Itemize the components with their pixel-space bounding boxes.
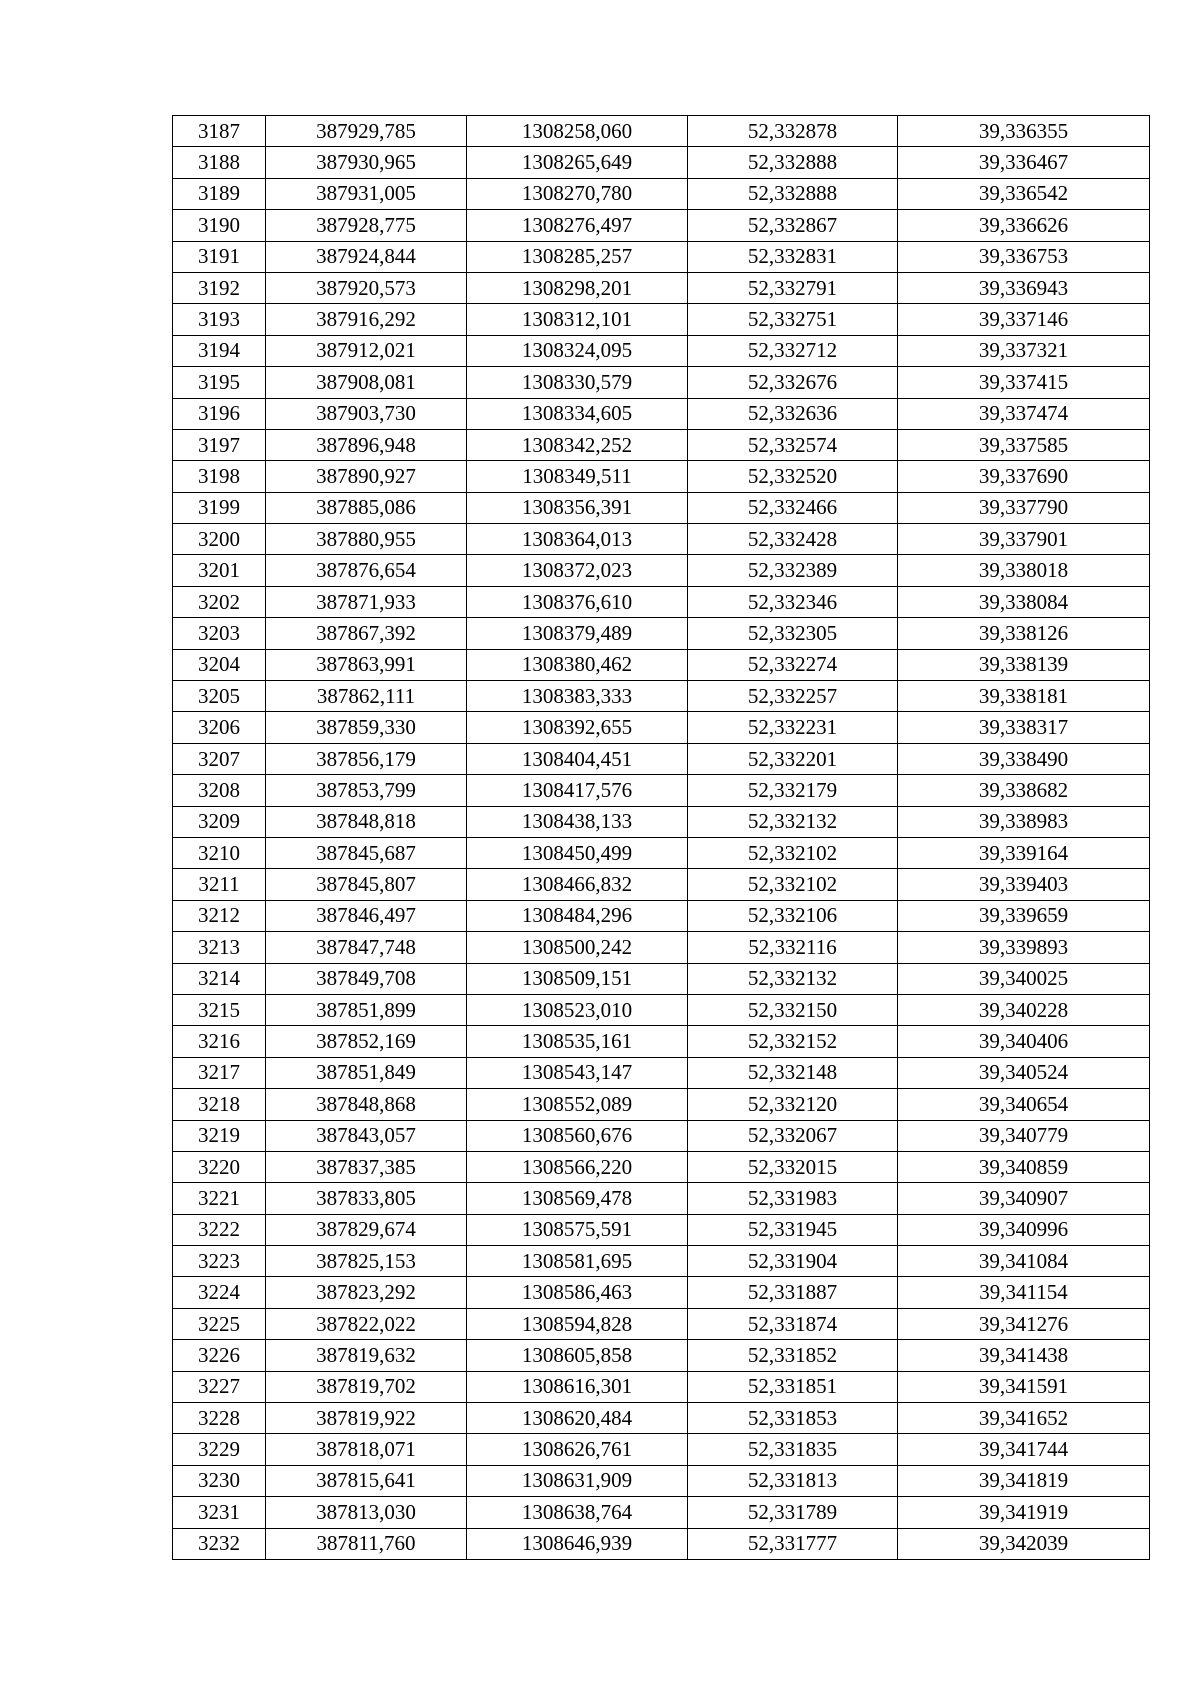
- y-coordinate-cell: 1308298,201: [467, 272, 688, 303]
- y-coordinate-cell: 1308552,089: [467, 1089, 688, 1120]
- table-row: [173, 116, 1150, 147]
- latitude-cell: 52,331852: [688, 1340, 898, 1371]
- x-coordinate-cell: 387862,111: [266, 681, 467, 712]
- x-coordinate-cell: 387871,933: [266, 586, 467, 617]
- y-coordinate-cell: 1308404,451: [467, 743, 688, 774]
- longitude-cell: 39,336355: [898, 116, 1150, 147]
- y-coordinate-cell: 1308626,761: [467, 1434, 688, 1465]
- y-coordinate-cell: 1308438,133: [467, 806, 688, 837]
- y-coordinate-cell: 1308620,484: [467, 1403, 688, 1434]
- table-row: [173, 1371, 1150, 1402]
- y-coordinate-cell: 1308450,499: [467, 837, 688, 868]
- latitude-cell: 52,332389: [688, 555, 898, 586]
- x-coordinate-cell: 387916,292: [266, 304, 467, 335]
- longitude-cell: 39,338126: [898, 618, 1150, 649]
- x-coordinate-cell: 387880,955: [266, 524, 467, 555]
- longitude-cell: 39,340654: [898, 1089, 1150, 1120]
- table-row: [173, 1089, 1150, 1120]
- table-row: [173, 1465, 1150, 1496]
- table-row: [173, 241, 1150, 272]
- x-coordinate-cell: 387851,899: [266, 994, 467, 1025]
- y-coordinate-cell: 1308265,649: [467, 147, 688, 178]
- longitude-cell: 39,338317: [898, 712, 1150, 743]
- point-number-cell: 3192: [173, 272, 266, 303]
- y-coordinate-cell: 1308500,242: [467, 932, 688, 963]
- point-number-cell: 3193: [173, 304, 266, 335]
- table-row: [173, 555, 1150, 586]
- y-coordinate-cell: 1308379,489: [467, 618, 688, 649]
- x-coordinate-cell: 387818,071: [266, 1434, 467, 1465]
- longitude-cell: 39,337901: [898, 524, 1150, 555]
- x-coordinate-cell: 387896,948: [266, 429, 467, 460]
- table-row: [173, 837, 1150, 868]
- latitude-cell: 52,331874: [688, 1308, 898, 1339]
- latitude-cell: 52,332676: [688, 367, 898, 398]
- longitude-cell: 39,338084: [898, 586, 1150, 617]
- table-row: [173, 806, 1150, 837]
- x-coordinate-cell: 387823,292: [266, 1277, 467, 1308]
- y-coordinate-cell: 1308334,605: [467, 398, 688, 429]
- longitude-cell: 39,339403: [898, 869, 1150, 900]
- longitude-cell: 39,336542: [898, 178, 1150, 209]
- point-number-cell: 3223: [173, 1246, 266, 1277]
- y-coordinate-cell: 1308484,296: [467, 900, 688, 931]
- latitude-cell: 52,332179: [688, 775, 898, 806]
- x-coordinate-cell: 387845,687: [266, 837, 467, 868]
- table-row: [173, 994, 1150, 1025]
- point-number-cell: 3214: [173, 963, 266, 994]
- latitude-cell: 52,331789: [688, 1497, 898, 1528]
- latitude-cell: 52,332878: [688, 116, 898, 147]
- table-row: [173, 335, 1150, 366]
- x-coordinate-cell: 387833,805: [266, 1183, 467, 1214]
- longitude-cell: 39,341744: [898, 1434, 1150, 1465]
- point-number-cell: 3210: [173, 837, 266, 868]
- longitude-cell: 39,338139: [898, 649, 1150, 680]
- longitude-cell: 39,338181: [898, 681, 1150, 712]
- table-row: [173, 524, 1150, 555]
- y-coordinate-cell: 1308356,391: [467, 492, 688, 523]
- point-number-cell: 3231: [173, 1497, 266, 1528]
- longitude-cell: 39,337690: [898, 461, 1150, 492]
- x-coordinate-cell: 387815,641: [266, 1465, 467, 1496]
- latitude-cell: 52,332132: [688, 963, 898, 994]
- table-row: [173, 272, 1150, 303]
- y-coordinate-cell: 1308535,161: [467, 1026, 688, 1057]
- longitude-cell: 39,340524: [898, 1057, 1150, 1088]
- x-coordinate-cell: 387853,799: [266, 775, 467, 806]
- x-coordinate-cell: 387851,849: [266, 1057, 467, 1088]
- x-coordinate-cell: 387848,868: [266, 1089, 467, 1120]
- point-number-cell: 3209: [173, 806, 266, 837]
- table-row: [173, 1434, 1150, 1465]
- latitude-cell: 52,332102: [688, 837, 898, 868]
- table-row: [173, 649, 1150, 680]
- point-number-cell: 3222: [173, 1214, 266, 1245]
- x-coordinate-cell: 387867,392: [266, 618, 467, 649]
- longitude-cell: 39,341438: [898, 1340, 1150, 1371]
- x-coordinate-cell: 387908,081: [266, 367, 467, 398]
- latitude-cell: 52,331853: [688, 1403, 898, 1434]
- table-row: [173, 1151, 1150, 1182]
- point-number-cell: 3191: [173, 241, 266, 272]
- longitude-cell: 39,337146: [898, 304, 1150, 335]
- y-coordinate-cell: 1308380,462: [467, 649, 688, 680]
- point-number-cell: 3194: [173, 335, 266, 366]
- y-coordinate-cell: 1308324,095: [467, 335, 688, 366]
- table-row: [173, 1497, 1150, 1528]
- longitude-cell: 39,341084: [898, 1246, 1150, 1277]
- longitude-cell: 39,338018: [898, 555, 1150, 586]
- x-coordinate-cell: 387847,748: [266, 932, 467, 963]
- table-row: [173, 147, 1150, 178]
- point-number-cell: 3221: [173, 1183, 266, 1214]
- longitude-cell: 39,337321: [898, 335, 1150, 366]
- y-coordinate-cell: 1308560,676: [467, 1120, 688, 1151]
- x-coordinate-cell: 387890,927: [266, 461, 467, 492]
- x-coordinate-cell: 387876,654: [266, 555, 467, 586]
- table-row: [173, 900, 1150, 931]
- table-row: [173, 963, 1150, 994]
- y-coordinate-cell: 1308646,939: [467, 1528, 688, 1559]
- longitude-cell: 39,336626: [898, 210, 1150, 241]
- longitude-cell: 39,337415: [898, 367, 1150, 398]
- x-coordinate-cell: 387903,730: [266, 398, 467, 429]
- table-row: [173, 932, 1150, 963]
- x-coordinate-cell: 387885,086: [266, 492, 467, 523]
- point-number-cell: 3229: [173, 1434, 266, 1465]
- latitude-cell: 52,332116: [688, 932, 898, 963]
- point-number-cell: 3199: [173, 492, 266, 523]
- y-coordinate-cell: 1308372,023: [467, 555, 688, 586]
- latitude-cell: 52,332257: [688, 681, 898, 712]
- point-number-cell: 3208: [173, 775, 266, 806]
- y-coordinate-cell: 1308417,576: [467, 775, 688, 806]
- y-coordinate-cell: 1308543,147: [467, 1057, 688, 1088]
- longitude-cell: 39,336943: [898, 272, 1150, 303]
- table-row: [173, 178, 1150, 209]
- longitude-cell: 39,340025: [898, 963, 1150, 994]
- point-number-cell: 3200: [173, 524, 266, 555]
- longitude-cell: 39,340859: [898, 1151, 1150, 1182]
- longitude-cell: 39,336753: [898, 241, 1150, 272]
- y-coordinate-cell: 1308364,013: [467, 524, 688, 555]
- x-coordinate-cell: 387930,965: [266, 147, 467, 178]
- x-coordinate-cell: 387811,760: [266, 1528, 467, 1559]
- latitude-cell: 52,331887: [688, 1277, 898, 1308]
- point-number-cell: 3230: [173, 1465, 266, 1496]
- longitude-cell: 39,339659: [898, 900, 1150, 931]
- longitude-cell: 39,341591: [898, 1371, 1150, 1402]
- point-number-cell: 3219: [173, 1120, 266, 1151]
- table-row: [173, 1120, 1150, 1151]
- longitude-cell: 39,337790: [898, 492, 1150, 523]
- point-number-cell: 3188: [173, 147, 266, 178]
- point-number-cell: 3198: [173, 461, 266, 492]
- y-coordinate-cell: 1308509,151: [467, 963, 688, 994]
- point-number-cell: 3224: [173, 1277, 266, 1308]
- x-coordinate-cell: 387819,702: [266, 1371, 467, 1402]
- point-number-cell: 3227: [173, 1371, 266, 1402]
- x-coordinate-cell: 387856,179: [266, 743, 467, 774]
- longitude-cell: 39,336467: [898, 147, 1150, 178]
- point-number-cell: 3216: [173, 1026, 266, 1057]
- point-number-cell: 3226: [173, 1340, 266, 1371]
- table-row: [173, 1246, 1150, 1277]
- point-number-cell: 3195: [173, 367, 266, 398]
- latitude-cell: 52,332148: [688, 1057, 898, 1088]
- y-coordinate-cell: 1308285,257: [467, 241, 688, 272]
- longitude-cell: 39,342039: [898, 1528, 1150, 1559]
- table-row: [173, 1277, 1150, 1308]
- table-row: [173, 743, 1150, 774]
- table-row: [173, 398, 1150, 429]
- point-number-cell: 3225: [173, 1308, 266, 1339]
- x-coordinate-cell: 387859,330: [266, 712, 467, 743]
- point-number-cell: 3201: [173, 555, 266, 586]
- table-row: [173, 461, 1150, 492]
- longitude-cell: 39,338983: [898, 806, 1150, 837]
- longitude-cell: 39,340907: [898, 1183, 1150, 1214]
- y-coordinate-cell: 1308566,220: [467, 1151, 688, 1182]
- x-coordinate-cell: 387929,785: [266, 116, 467, 147]
- point-number-cell: 3207: [173, 743, 266, 774]
- latitude-cell: 52,332152: [688, 1026, 898, 1057]
- latitude-cell: 52,332520: [688, 461, 898, 492]
- table-row: [173, 492, 1150, 523]
- x-coordinate-cell: 387924,844: [266, 241, 467, 272]
- latitude-cell: 52,332231: [688, 712, 898, 743]
- table-row: [173, 1528, 1150, 1559]
- point-number-cell: 3212: [173, 900, 266, 931]
- x-coordinate-cell: 387912,021: [266, 335, 467, 366]
- x-coordinate-cell: 387819,632: [266, 1340, 467, 1371]
- y-coordinate-cell: 1308312,101: [467, 304, 688, 335]
- longitude-cell: 39,338490: [898, 743, 1150, 774]
- point-number-cell: 3197: [173, 429, 266, 460]
- latitude-cell: 52,332015: [688, 1151, 898, 1182]
- y-coordinate-cell: 1308349,511: [467, 461, 688, 492]
- longitude-cell: 39,338682: [898, 775, 1150, 806]
- latitude-cell: 52,332712: [688, 335, 898, 366]
- longitude-cell: 39,341919: [898, 1497, 1150, 1528]
- table-row: [173, 869, 1150, 900]
- x-coordinate-cell: 387813,030: [266, 1497, 467, 1528]
- point-number-cell: 3213: [173, 932, 266, 963]
- table-row: [173, 1214, 1150, 1245]
- y-coordinate-cell: 1308594,828: [467, 1308, 688, 1339]
- x-coordinate-cell: 387928,775: [266, 210, 467, 241]
- table-row: [173, 1183, 1150, 1214]
- x-coordinate-cell: 387852,169: [266, 1026, 467, 1057]
- x-coordinate-cell: 387822,022: [266, 1308, 467, 1339]
- table-row: [173, 681, 1150, 712]
- y-coordinate-cell: 1308466,832: [467, 869, 688, 900]
- table-row: [173, 712, 1150, 743]
- longitude-cell: 39,337585: [898, 429, 1150, 460]
- y-coordinate-cell: 1308383,333: [467, 681, 688, 712]
- latitude-cell: 52,331904: [688, 1246, 898, 1277]
- point-number-cell: 3232: [173, 1528, 266, 1559]
- x-coordinate-cell: 387931,005: [266, 178, 467, 209]
- latitude-cell: 52,332574: [688, 429, 898, 460]
- x-coordinate-cell: 387849,708: [266, 963, 467, 994]
- latitude-cell: 52,331945: [688, 1214, 898, 1245]
- point-number-cell: 3218: [173, 1089, 266, 1120]
- y-coordinate-cell: 1308392,655: [467, 712, 688, 743]
- y-coordinate-cell: 1308330,579: [467, 367, 688, 398]
- latitude-cell: 52,332346: [688, 586, 898, 617]
- longitude-cell: 39,341819: [898, 1465, 1150, 1496]
- y-coordinate-cell: 1308342,252: [467, 429, 688, 460]
- point-number-cell: 3217: [173, 1057, 266, 1088]
- x-coordinate-cell: 387845,807: [266, 869, 467, 900]
- latitude-cell: 52,332150: [688, 994, 898, 1025]
- table-row: [173, 1403, 1150, 1434]
- point-number-cell: 3204: [173, 649, 266, 680]
- point-number-cell: 3211: [173, 869, 266, 900]
- latitude-cell: 52,331813: [688, 1465, 898, 1496]
- table-row: [173, 618, 1150, 649]
- point-number-cell: 3228: [173, 1403, 266, 1434]
- latitude-cell: 52,332751: [688, 304, 898, 335]
- point-number-cell: 3215: [173, 994, 266, 1025]
- longitude-cell: 39,339893: [898, 932, 1150, 963]
- longitude-cell: 39,340996: [898, 1214, 1150, 1245]
- latitude-cell: 52,332888: [688, 147, 898, 178]
- latitude-cell: 52,331983: [688, 1183, 898, 1214]
- latitude-cell: 52,332831: [688, 241, 898, 272]
- longitude-cell: 39,340406: [898, 1026, 1150, 1057]
- table-row: [173, 1057, 1150, 1088]
- table-row: [173, 429, 1150, 460]
- x-coordinate-cell: 387829,674: [266, 1214, 467, 1245]
- x-coordinate-cell: 387846,497: [266, 900, 467, 931]
- latitude-cell: 52,332888: [688, 178, 898, 209]
- table-row: [173, 1340, 1150, 1371]
- y-coordinate-cell: 1308270,780: [467, 178, 688, 209]
- longitude-cell: 39,339164: [898, 837, 1150, 868]
- y-coordinate-cell: 1308605,858: [467, 1340, 688, 1371]
- latitude-cell: 52,332132: [688, 806, 898, 837]
- x-coordinate-cell: 387825,153: [266, 1246, 467, 1277]
- x-coordinate-cell: 387819,922: [266, 1403, 467, 1434]
- longitude-cell: 39,340228: [898, 994, 1150, 1025]
- table-row: [173, 586, 1150, 617]
- latitude-cell: 52,331851: [688, 1371, 898, 1402]
- point-number-cell: 3202: [173, 586, 266, 617]
- latitude-cell: 52,332867: [688, 210, 898, 241]
- table-row: [173, 1026, 1150, 1057]
- y-coordinate-cell: 1308581,695: [467, 1246, 688, 1277]
- latitude-cell: 52,332305: [688, 618, 898, 649]
- longitude-cell: 39,341154: [898, 1277, 1150, 1308]
- table-row: [173, 304, 1150, 335]
- point-number-cell: 3205: [173, 681, 266, 712]
- latitude-cell: 52,332106: [688, 900, 898, 931]
- longitude-cell: 39,341652: [898, 1403, 1150, 1434]
- table-row: [173, 1308, 1150, 1339]
- point-number-cell: 3187: [173, 116, 266, 147]
- x-coordinate-cell: 387837,385: [266, 1151, 467, 1182]
- longitude-cell: 39,341276: [898, 1308, 1150, 1339]
- table-row: [173, 367, 1150, 398]
- table-row: [173, 210, 1150, 241]
- coordinates-table-body: [173, 116, 1150, 1560]
- y-coordinate-cell: 1308523,010: [467, 994, 688, 1025]
- coordinates-table: [172, 115, 1150, 1560]
- latitude-cell: 52,332102: [688, 869, 898, 900]
- table-row: [173, 775, 1150, 806]
- y-coordinate-cell: 1308586,463: [467, 1277, 688, 1308]
- y-coordinate-cell: 1308638,764: [467, 1497, 688, 1528]
- latitude-cell: 52,332428: [688, 524, 898, 555]
- latitude-cell: 52,331777: [688, 1528, 898, 1559]
- point-number-cell: 3190: [173, 210, 266, 241]
- x-coordinate-cell: 387843,057: [266, 1120, 467, 1151]
- latitude-cell: 52,332120: [688, 1089, 898, 1120]
- longitude-cell: 39,337474: [898, 398, 1150, 429]
- y-coordinate-cell: 1308276,497: [467, 210, 688, 241]
- latitude-cell: 52,332466: [688, 492, 898, 523]
- y-coordinate-cell: 1308376,610: [467, 586, 688, 617]
- y-coordinate-cell: 1308616,301: [467, 1371, 688, 1402]
- point-number-cell: 3196: [173, 398, 266, 429]
- point-number-cell: 3189: [173, 178, 266, 209]
- latitude-cell: 52,331835: [688, 1434, 898, 1465]
- latitude-cell: 52,332274: [688, 649, 898, 680]
- y-coordinate-cell: 1308258,060: [467, 116, 688, 147]
- latitude-cell: 52,332636: [688, 398, 898, 429]
- y-coordinate-cell: 1308575,591: [467, 1214, 688, 1245]
- latitude-cell: 52,332067: [688, 1120, 898, 1151]
- x-coordinate-cell: 387863,991: [266, 649, 467, 680]
- latitude-cell: 52,332201: [688, 743, 898, 774]
- x-coordinate-cell: 387848,818: [266, 806, 467, 837]
- point-number-cell: 3220: [173, 1151, 266, 1182]
- longitude-cell: 39,340779: [898, 1120, 1150, 1151]
- x-coordinate-cell: 387920,573: [266, 272, 467, 303]
- y-coordinate-cell: 1308631,909: [467, 1465, 688, 1496]
- point-number-cell: 3203: [173, 618, 266, 649]
- point-number-cell: 3206: [173, 712, 266, 743]
- y-coordinate-cell: 1308569,478: [467, 1183, 688, 1214]
- latitude-cell: 52,332791: [688, 272, 898, 303]
